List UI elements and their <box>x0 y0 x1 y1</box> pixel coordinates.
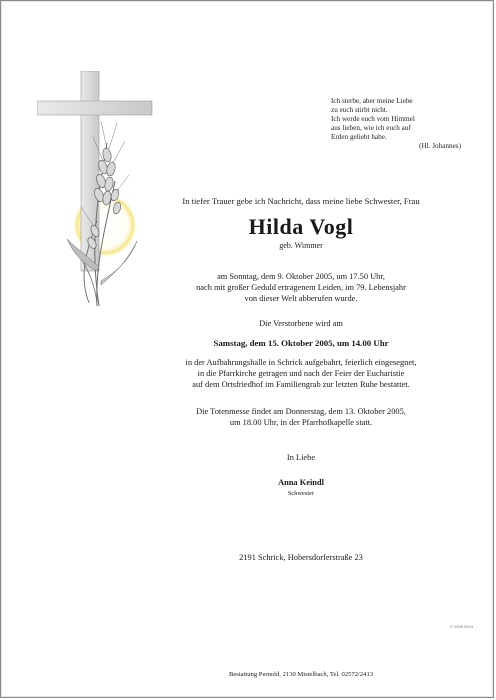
deceased-line: Die Verstorbene wird am <box>259 319 343 328</box>
requiem-mass <box>151 406 451 428</box>
in-liebe: In Liebe <box>286 453 316 462</box>
deceased-name: Hilda Vogl <box>248 214 354 239</box>
quote-line: Ich werde euch vom Himmel <box>331 115 415 123</box>
intro-text: In tiefer Trauer gebe ich Nachricht, dass meine liebe Schwester, Frau <box>182 196 420 206</box>
funeral-details-line: in der Aufbahrungshalle in Schrick aufgebahrt, feierlich eingesegnet, <box>185 358 417 367</box>
address: 2191 Schrick, Hobersdorferstraße 23 <box>239 553 363 562</box>
quote-line: Erden geliebt habe. <box>331 133 387 141</box>
quote-attribution: (Hl. Johannes) <box>419 142 461 150</box>
signer-name: Anna Keindl <box>278 478 324 487</box>
quote-line: aus lieben, wie ich euch auf <box>331 124 411 132</box>
funeral-home-footer: Bestattung Pernold, 2130 Mistelbach, Tel. 02572/2413 <box>228 671 374 678</box>
funeral-date: Samstag, dem 15. Oktober 2005, um 14.00 Uhr <box>213 338 389 348</box>
quote-line: zu euch stirbt nicht. <box>331 106 388 114</box>
quote-line: Ich sterbe, aber meine Liebe <box>331 97 413 105</box>
death-notice-line: am Sonntag, dem 9. Oktober 2005, um 17.50 Uhr, <box>217 272 385 281</box>
death-notice-line: von dieser Welt abberufen wurde. <box>244 294 358 304</box>
bible-quote <box>331 97 461 151</box>
cross-with-wheat-icon <box>37 71 167 311</box>
funeral-details-line: in die Pfarrkirche getragen und nach der Feier der Eucharistie <box>197 369 405 379</box>
death-notice <box>151 271 451 305</box>
birth-name: geb. Wimmer <box>279 241 323 250</box>
print-mark: © 2005 0024 <box>450 624 473 629</box>
signer-relation: Schwester <box>287 490 315 497</box>
funeral-details <box>151 357 451 391</box>
funeral-details-line: auf dem Ortsfriedhof im Familiengrab zur letzten Ruhe bestattet. <box>192 380 410 390</box>
mass-line: Die Totenmesse findet am Donnerstag, dem 13. Oktober 2005, <box>196 407 406 416</box>
death-notice-line: nach mit großer Geduld ertragenem Leiden, im 79. Lebensjahr <box>196 283 406 293</box>
mass-line: um 18.00 Uhr, in der Pfarrhofkapelle statt. <box>229 418 373 428</box>
